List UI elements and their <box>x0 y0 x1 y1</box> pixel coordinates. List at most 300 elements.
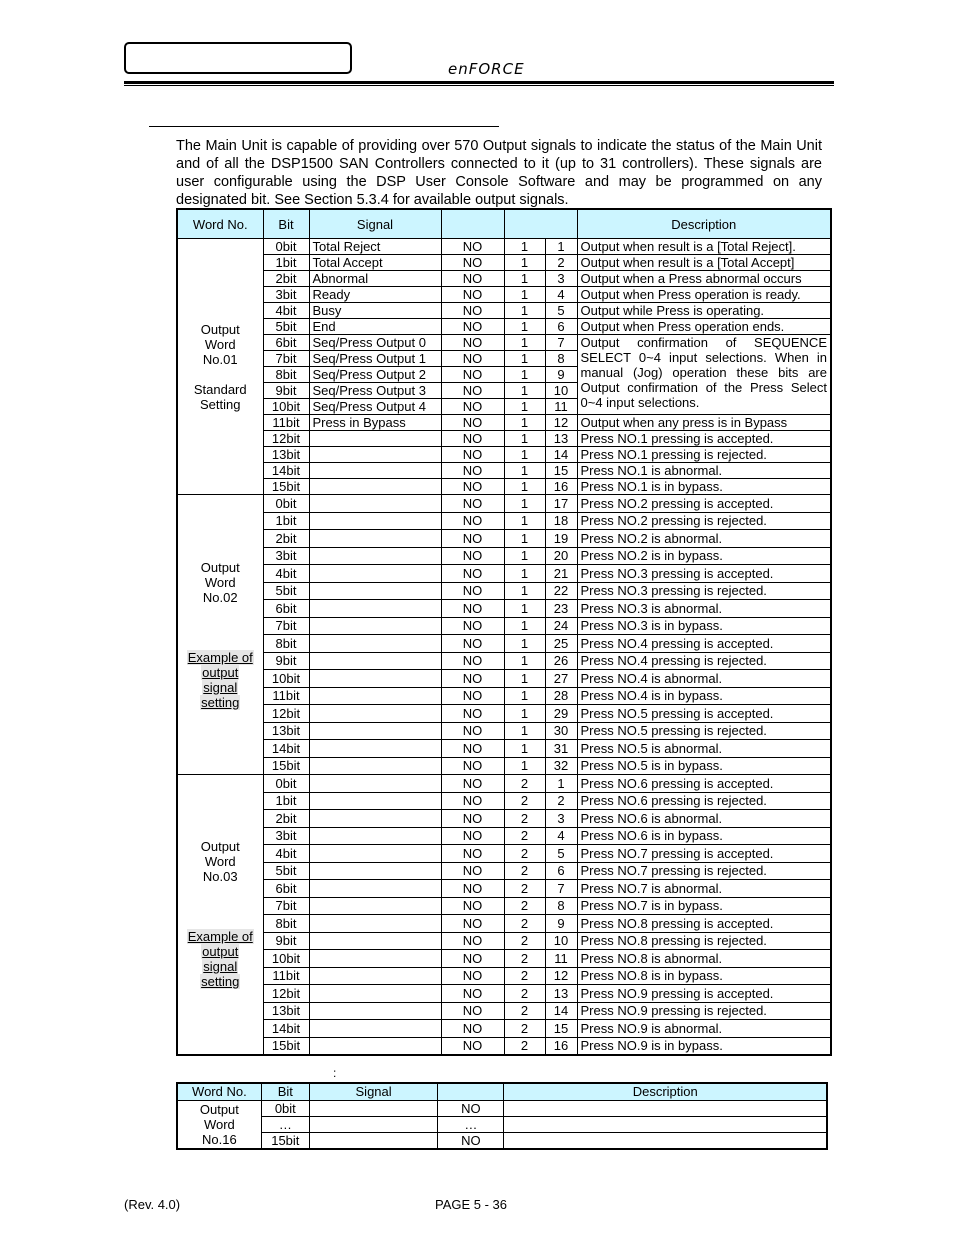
signal-cell <box>309 479 441 495</box>
no-cell: … <box>438 1117 504 1133</box>
signal-number-cell: 11 <box>545 399 577 415</box>
signal-number-cell: 6 <box>545 862 577 880</box>
description-cell: Press NO.9 is abnormal. <box>577 1020 831 1038</box>
table-row <box>177 932 831 950</box>
no-cell: NO <box>441 447 504 463</box>
group-number-cell: 1 <box>504 740 545 758</box>
signal-cell <box>309 932 441 950</box>
no-cell: NO <box>441 287 504 303</box>
description-cell: Press NO.3 is in bypass. <box>577 617 831 635</box>
no-cell: NO <box>441 862 504 880</box>
no-cell: NO <box>438 1101 504 1117</box>
signal-cell <box>309 670 441 688</box>
table-row <box>177 687 831 705</box>
description-cell: Press NO.4 pressing is accepted. <box>577 635 831 653</box>
signal-number-cell: 28 <box>545 687 577 705</box>
description-cell: Press NO.5 is in bypass. <box>577 757 831 775</box>
table-row <box>177 463 831 479</box>
table-row <box>177 1133 827 1150</box>
word-label-line: No.01 <box>202 351 238 367</box>
table-row <box>177 810 831 828</box>
example-note-line <box>184 929 257 944</box>
signal-cell <box>309 687 441 705</box>
description-cell: Press NO.3 is abnormal. <box>577 600 831 618</box>
signal-cell <box>309 792 441 810</box>
group-number-cell: 2 <box>504 827 545 845</box>
col-bit: Bit <box>263 209 309 239</box>
signal-cell <box>309 617 441 635</box>
signal-number-cell: 27 <box>545 670 577 688</box>
signal-cell <box>309 1133 437 1150</box>
description-cell: Press NO.4 is in bypass. <box>577 687 831 705</box>
group-number-cell: 2 <box>504 845 545 863</box>
group-number-cell: 1 <box>504 582 545 600</box>
table-row <box>177 652 831 670</box>
bit-cell: 2bit <box>263 530 309 548</box>
no-cell: NO <box>441 582 504 600</box>
no-cell: NO <box>441 880 504 898</box>
signal-cell: Seq/Press Output 4 <box>309 399 441 415</box>
no-cell: NO <box>441 827 504 845</box>
group-number-cell: 2 <box>504 897 545 915</box>
signal-cell: Seq/Press Output 0 <box>309 335 441 351</box>
description-cell: Press NO.7 pressing is rejected. <box>577 862 831 880</box>
table-row <box>177 565 831 583</box>
signal-cell: Total Reject <box>309 239 441 255</box>
description-cell <box>504 1133 827 1150</box>
signal-number-cell: 24 <box>545 617 577 635</box>
description-cell: Press NO.6 pressing is rejected. <box>577 792 831 810</box>
description-cell: Press NO.3 pressing is accepted. <box>577 565 831 583</box>
bit-cell: 8bit <box>263 367 309 383</box>
description-cell: Press NO.6 pressing is accepted. <box>577 775 831 793</box>
signal-cell <box>309 652 441 670</box>
word-number-cell <box>177 239 263 495</box>
signal-number-cell: 32 <box>545 757 577 775</box>
description-cell: Press NO.2 pressing is rejected. <box>577 512 831 530</box>
no-cell: NO <box>441 547 504 565</box>
signal-number-cell: 15 <box>545 1020 577 1038</box>
group-number-cell: 2 <box>504 967 545 985</box>
spacer <box>184 884 257 929</box>
no-cell: NO <box>441 985 504 1003</box>
table-row <box>177 967 831 985</box>
example-note-line <box>184 680 257 695</box>
description-cell: Press NO.4 is abnormal. <box>577 670 831 688</box>
group-number-cell: 1 <box>504 431 545 447</box>
signal-cell <box>309 705 441 723</box>
no-cell: NO <box>441 383 504 399</box>
group-number-cell: 1 <box>504 463 545 479</box>
col-blank-2 <box>504 209 577 239</box>
signal-cell <box>309 600 441 618</box>
signal-cell <box>309 775 441 793</box>
signal-cell: Abnormal <box>309 271 441 287</box>
word-number-cell <box>177 775 263 1055</box>
bit-cell: 6bit <box>263 335 309 351</box>
signal-cell <box>309 565 441 583</box>
bit-cell: 1bit <box>263 512 309 530</box>
bit-cell: 13bit <box>263 722 309 740</box>
signal-number-cell: 6 <box>545 319 577 335</box>
no-cell: NO <box>441 897 504 915</box>
no-cell: NO <box>441 415 504 431</box>
signal-number-cell: 8 <box>545 897 577 915</box>
no-cell: NO <box>441 1002 504 1020</box>
signal-cell <box>309 1117 437 1133</box>
table-row <box>177 1020 831 1038</box>
bit-cell: 0bit <box>263 495 309 513</box>
description-cell: Output while Press is operating. <box>577 303 831 319</box>
no-cell: NO <box>441 351 504 367</box>
signal-number-cell: 17 <box>545 495 577 513</box>
bit-cell: 9bit <box>263 383 309 399</box>
col-word-no: Word No. <box>177 1083 261 1101</box>
description-cell: Press NO.8 is in bypass. <box>577 967 831 985</box>
table-row <box>177 827 831 845</box>
col-description: Description <box>504 1083 827 1101</box>
description-cell: Output when Press operation ends. <box>577 319 831 335</box>
bit-cell: 15bit <box>263 479 309 495</box>
description-cell <box>504 1101 827 1117</box>
example-note-line <box>184 959 257 974</box>
group-number-cell: 1 <box>504 635 545 653</box>
no-cell: NO <box>441 722 504 740</box>
description-cell: Press NO.4 pressing is rejected. <box>577 652 831 670</box>
signal-cell <box>309 722 441 740</box>
col-blank-1 <box>441 209 504 239</box>
bit-cell: 10bit <box>263 950 309 968</box>
signal-number-cell: 10 <box>545 383 577 399</box>
group-number-cell: 1 <box>504 530 545 548</box>
table-row <box>177 582 831 600</box>
bit-cell: 3bit <box>263 547 309 565</box>
description-cell: Press NO.5 pressing is rejected. <box>577 722 831 740</box>
no-cell: NO <box>441 810 504 828</box>
col-word-no: Word No. <box>177 209 263 239</box>
signal-number-cell: 16 <box>545 479 577 495</box>
description-cell: Press NO.7 is in bypass. <box>577 897 831 915</box>
signal-cell <box>309 880 441 898</box>
no-cell: NO <box>441 399 504 415</box>
table-row <box>177 1117 827 1133</box>
signal-number-cell: 11 <box>545 950 577 968</box>
word-label-line: Setting <box>200 396 241 412</box>
signal-number-cell: 21 <box>545 565 577 583</box>
bit-cell: 5bit <box>263 862 309 880</box>
bit-cell: 2bit <box>263 810 309 828</box>
no-cell: NO <box>441 512 504 530</box>
signal-cell <box>309 1020 441 1038</box>
signal-number-cell: 23 <box>545 600 577 618</box>
table-row <box>177 1002 831 1020</box>
table-row <box>177 303 831 319</box>
group-number-cell: 1 <box>504 479 545 495</box>
signal-cell <box>309 1002 441 1020</box>
group-number-cell: 1 <box>504 495 545 513</box>
bit-cell: 14bit <box>263 1020 309 1038</box>
description-cell: Press NO.8 pressing is rejected. <box>577 932 831 950</box>
no-cell: NO <box>441 967 504 985</box>
table-row <box>177 757 831 775</box>
table-row <box>177 287 831 303</box>
word-label-line: Word <box>204 336 236 352</box>
signal-number-cell: 1 <box>545 775 577 793</box>
table-row <box>177 775 831 793</box>
group-number-cell: 1 <box>504 670 545 688</box>
table-row <box>177 547 831 565</box>
signal-cell <box>309 547 441 565</box>
signal-number-cell: 2 <box>545 792 577 810</box>
example-note-line <box>184 695 257 710</box>
word-label-line: Standard <box>193 381 247 397</box>
group-number-cell: 1 <box>504 652 545 670</box>
description-cell: Press NO.9 is in bypass. <box>577 1037 831 1055</box>
table-row <box>177 862 831 880</box>
word-label-line: Word <box>204 854 236 870</box>
description-cell: Press NO.5 is abnormal. <box>577 740 831 758</box>
description-cell: Press NO.2 is abnormal. <box>577 530 831 548</box>
signal-number-cell: 22 <box>545 582 577 600</box>
group-number-cell: 2 <box>504 792 545 810</box>
no-cell: NO <box>441 239 504 255</box>
table-row <box>177 880 831 898</box>
group-number-cell: 2 <box>504 950 545 968</box>
signal-number-cell: 12 <box>545 415 577 431</box>
no-cell: NO <box>441 495 504 513</box>
bit-cell: 5bit <box>263 582 309 600</box>
description-cell <box>504 1117 827 1133</box>
no-cell: NO <box>441 757 504 775</box>
signal-number-cell: 4 <box>545 827 577 845</box>
section-title-rule <box>149 126 499 127</box>
group-number-cell: 1 <box>504 383 545 399</box>
signal-number-cell: 19 <box>545 530 577 548</box>
group-number-cell: 1 <box>504 705 545 723</box>
no-cell: NO <box>441 670 504 688</box>
word-label-line: Word <box>203 1117 235 1132</box>
signal-number-cell: 31 <box>545 740 577 758</box>
bit-cell: 6bit <box>263 600 309 618</box>
table-row <box>177 271 831 287</box>
signal-cell <box>309 950 441 968</box>
bit-cell: 2bit <box>263 271 309 287</box>
no-cell: NO <box>441 775 504 793</box>
example-note-text: signal <box>203 959 238 975</box>
example-note-text: Example of <box>187 649 253 665</box>
table-row <box>177 447 831 463</box>
no-cell: NO <box>441 255 504 271</box>
signal-cell: End <box>309 319 441 335</box>
description-cell: Press NO.1 pressing is rejected. <box>577 447 831 463</box>
description-cell: Press NO.5 pressing is accepted. <box>577 705 831 723</box>
signal-number-cell: 4 <box>545 287 577 303</box>
signal-cell <box>309 967 441 985</box>
description-cell: Press NO.9 pressing is accepted. <box>577 985 831 1003</box>
table-row <box>177 431 831 447</box>
description-cell: Press NO.2 pressing is accepted. <box>577 495 831 513</box>
word-label-line: No.02 <box>202 589 238 605</box>
spacer <box>184 605 257 650</box>
word-label-line: Word <box>204 574 236 590</box>
signal-cell <box>309 915 441 933</box>
no-cell: NO <box>441 431 504 447</box>
bit-cell: 0bit <box>263 239 309 255</box>
group-number-cell: 1 <box>504 600 545 618</box>
table-row <box>177 722 831 740</box>
bit-cell: 8bit <box>263 915 309 933</box>
signal-cell <box>309 431 441 447</box>
description-cell: Output when any press is in Bypass <box>577 415 831 431</box>
signal-cell <box>309 447 441 463</box>
no-cell: NO <box>441 950 504 968</box>
table-row <box>177 479 831 495</box>
page-number: PAGE 5 - 36 <box>435 1197 508 1212</box>
bit-cell: 10bit <box>263 399 309 415</box>
group-number-cell: 2 <box>504 880 545 898</box>
word-label-line: Output <box>200 839 240 855</box>
no-cell: NO <box>441 319 504 335</box>
description-cell: Output when a Press abnormal occurs <box>577 271 831 287</box>
signal-number-cell: 9 <box>545 367 577 383</box>
table-row <box>177 740 831 758</box>
word-label-line: Output <box>199 1102 239 1117</box>
description-cell: Press NO.6 is abnormal. <box>577 810 831 828</box>
bit-cell: 12bit <box>263 431 309 447</box>
signal-cell <box>309 845 441 863</box>
signal-number-cell: 8 <box>545 351 577 367</box>
group-number-cell: 2 <box>504 1002 545 1020</box>
col-signal: Signal <box>309 209 441 239</box>
table-row <box>177 415 831 431</box>
description-cell: Press NO.3 pressing is rejected. <box>577 582 831 600</box>
example-note-text: Example of <box>187 929 253 945</box>
signal-cell: Ready <box>309 287 441 303</box>
signal-cell: Total Accept <box>309 255 441 271</box>
signal-number-cell: 30 <box>545 722 577 740</box>
group-number-cell: 1 <box>504 565 545 583</box>
example-note-line <box>184 944 257 959</box>
example-note-text: signal <box>203 679 238 695</box>
signal-cell <box>309 582 441 600</box>
table-row <box>177 617 831 635</box>
bit-cell: 15bit <box>261 1133 309 1150</box>
description-cell: Press NO.1 is abnormal. <box>577 463 831 479</box>
description-cell: Press NO.2 is in bypass. <box>577 547 831 565</box>
word-label-line: Output <box>200 321 240 337</box>
example-note-line <box>184 650 257 665</box>
signal-cell: Seq/Press Output 1 <box>309 351 441 367</box>
signal-number-cell: 15 <box>545 463 577 479</box>
example-note-text: setting <box>201 974 240 990</box>
col-description: Description <box>577 209 831 239</box>
signal-cell <box>309 985 441 1003</box>
bit-cell: 4bit <box>263 303 309 319</box>
table-row <box>177 670 831 688</box>
table-row <box>177 600 831 618</box>
group-number-cell: 1 <box>504 617 545 635</box>
table-row <box>177 1101 827 1117</box>
group-number-cell: 1 <box>504 415 545 431</box>
bit-cell: 11bit <box>263 415 309 431</box>
signal-cell: Seq/Press Output 2 <box>309 367 441 383</box>
description-cell: Output when result is a [Total Accept] <box>577 255 831 271</box>
no-cell: NO <box>441 635 504 653</box>
word-number-cell <box>177 495 263 775</box>
signal-number-cell: 7 <box>545 335 577 351</box>
no-cell: NO <box>441 652 504 670</box>
table-row <box>177 897 831 915</box>
signal-number-cell: 3 <box>545 271 577 287</box>
group-number-cell: 2 <box>504 775 545 793</box>
signal-number-cell: 7 <box>545 880 577 898</box>
group-number-cell: 2 <box>504 1020 545 1038</box>
revision-label: (Rev. 4.0) <box>124 1197 181 1212</box>
signal-cell: Press in Bypass <box>309 415 441 431</box>
signal-number-cell: 2 <box>545 255 577 271</box>
no-cell: NO <box>441 932 504 950</box>
no-cell: NO <box>441 303 504 319</box>
table-row <box>177 950 831 968</box>
signal-number-cell: 5 <box>545 303 577 319</box>
signal-number-cell: 1 <box>545 239 577 255</box>
no-cell: NO <box>438 1133 504 1150</box>
word-number-cell <box>177 1101 261 1150</box>
output-word-16-table <box>176 1082 828 1150</box>
group-number-cell: 2 <box>504 862 545 880</box>
signal-number-cell: 25 <box>545 635 577 653</box>
signal-number-cell: 5 <box>545 845 577 863</box>
no-cell: NO <box>441 705 504 723</box>
description-cell: Output when result is a [Total Reject]. <box>577 239 831 255</box>
header-rule-thin <box>124 85 834 86</box>
example-note-text: setting <box>201 694 240 710</box>
description-cell: Press NO.6 is in bypass. <box>577 827 831 845</box>
table-header-row <box>177 209 831 239</box>
no-cell: NO <box>441 367 504 383</box>
signal-cell <box>309 495 441 513</box>
group-number-cell: 1 <box>504 239 545 255</box>
table-row <box>177 335 831 351</box>
group-number-cell: 1 <box>504 319 545 335</box>
signal-cell <box>309 1037 441 1055</box>
bit-cell: 7bit <box>263 897 309 915</box>
table-row <box>177 512 831 530</box>
signal-number-cell: 3 <box>545 810 577 828</box>
group-number-cell: 1 <box>504 303 545 319</box>
description-cell: Press NO.1 pressing is accepted. <box>577 431 831 447</box>
table-row <box>177 985 831 1003</box>
group-number-cell: 1 <box>504 335 545 351</box>
table-row <box>177 239 831 255</box>
output-signal-table <box>176 208 832 1056</box>
group-number-cell: 1 <box>504 447 545 463</box>
no-cell: NO <box>441 463 504 479</box>
no-cell: NO <box>441 1037 504 1055</box>
bit-cell: 4bit <box>263 845 309 863</box>
signal-number-cell: 13 <box>545 431 577 447</box>
group-number-cell: 1 <box>504 512 545 530</box>
signal-cell <box>309 827 441 845</box>
signal-cell <box>309 740 441 758</box>
group-number-cell: 1 <box>504 255 545 271</box>
bit-cell: 5bit <box>263 319 309 335</box>
signal-cell <box>309 862 441 880</box>
bit-cell: 11bit <box>263 687 309 705</box>
group-number-cell: 2 <box>504 810 545 828</box>
bit-cell: 7bit <box>263 351 309 367</box>
bit-cell: 4bit <box>263 565 309 583</box>
